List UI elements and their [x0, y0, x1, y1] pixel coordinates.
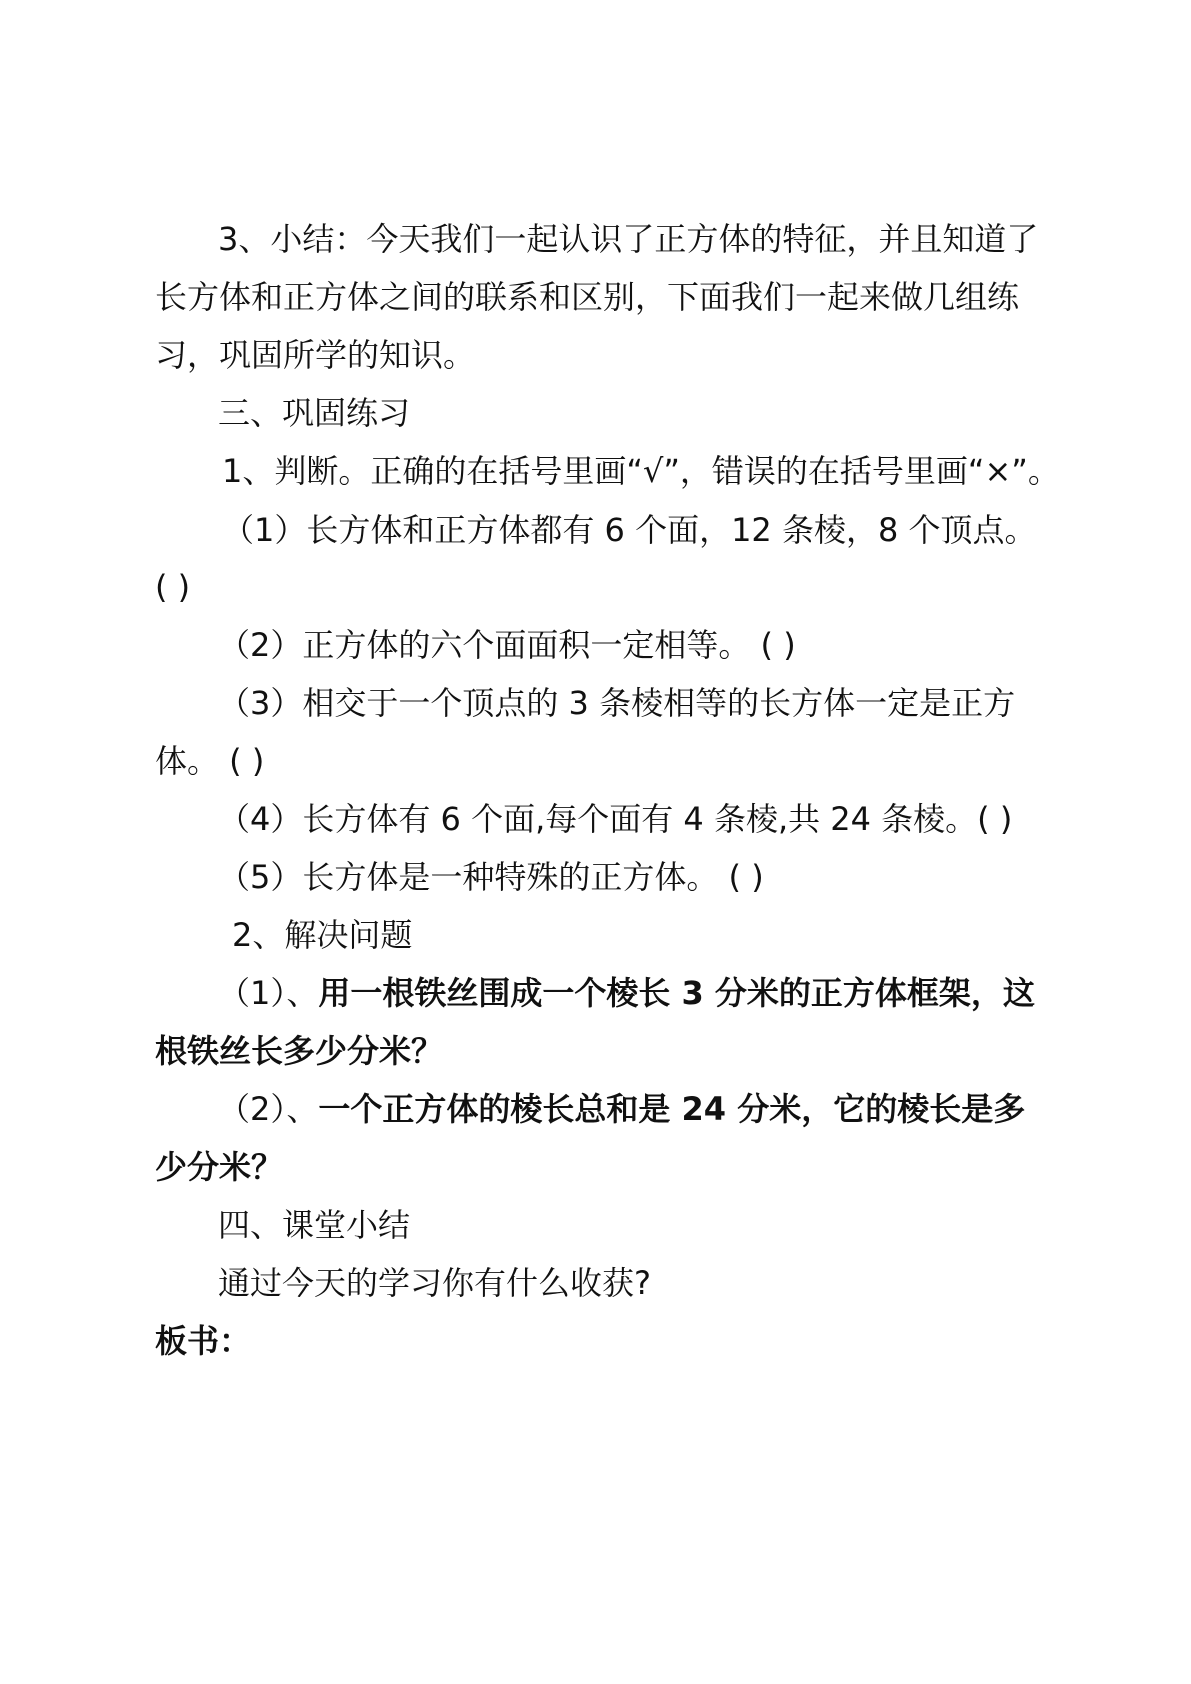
blackboard-label: 板书：: [155, 1322, 252, 1360]
summary-line-2: 长方体和正方体之间的联系和区别，下面我们一起来做几组练: [155, 278, 1020, 316]
problem-solving-heading: 2、解决问题: [232, 916, 413, 954]
summary-question: 通过今天的学习你有什么收获?: [218, 1264, 651, 1302]
problem-2-cont: 少分米？: [155, 1148, 284, 1186]
judgment-item-3: （3）相交于一个顶点的 3 条棱相等的长方体一定是正方: [218, 684, 1016, 722]
summary-line-1: 3、小结：今天我们一起认识了正方体的特征，并且知道了: [218, 220, 1039, 258]
problem-1: [218, 973, 1118, 1013]
problem-2-prefix: （2）、: [218, 1090, 319, 1128]
section-heading-summary: 四、课堂小结: [218, 1206, 411, 1244]
judgment-item-1: （1）长方体和正方体都有 6 个面，12 条棱，8 个顶点。: [222, 511, 1037, 549]
judgment-item-2: （2）正方体的六个面面积一定相等。 ( ): [218, 626, 796, 664]
section-heading-practice: 三、巩固练习: [218, 394, 411, 432]
judgment-instruction: 1、判断。正确的在括号里画“√”，错误的在括号里画“×”。: [222, 452, 1060, 490]
problem-2: [218, 1089, 1118, 1129]
judgment-item-4: （4）长方体有 6 个面,每个面有 4 条棱,共 24 条棱。( ): [218, 800, 1013, 838]
problem-1-text: 用一根铁丝围成一个棱长 3 分米的正方体框架，这: [318, 974, 1035, 1012]
summary-line-3: 习，巩固所学的知识。: [155, 336, 476, 374]
problem-1-prefix: （1）、: [218, 974, 319, 1012]
judgment-item-5: （5）长方体是一种特殊的正方体。 ( ): [218, 858, 764, 896]
judgment-item-3-cont: 体。 ( ): [155, 742, 265, 780]
problem-1-cont: 根铁丝长多少分米？: [155, 1032, 444, 1070]
judgment-item-1-answer: ( ): [155, 568, 191, 606]
problem-2-text: 一个正方体的棱长总和是 24 分米，它的棱长是多: [318, 1090, 1026, 1128]
